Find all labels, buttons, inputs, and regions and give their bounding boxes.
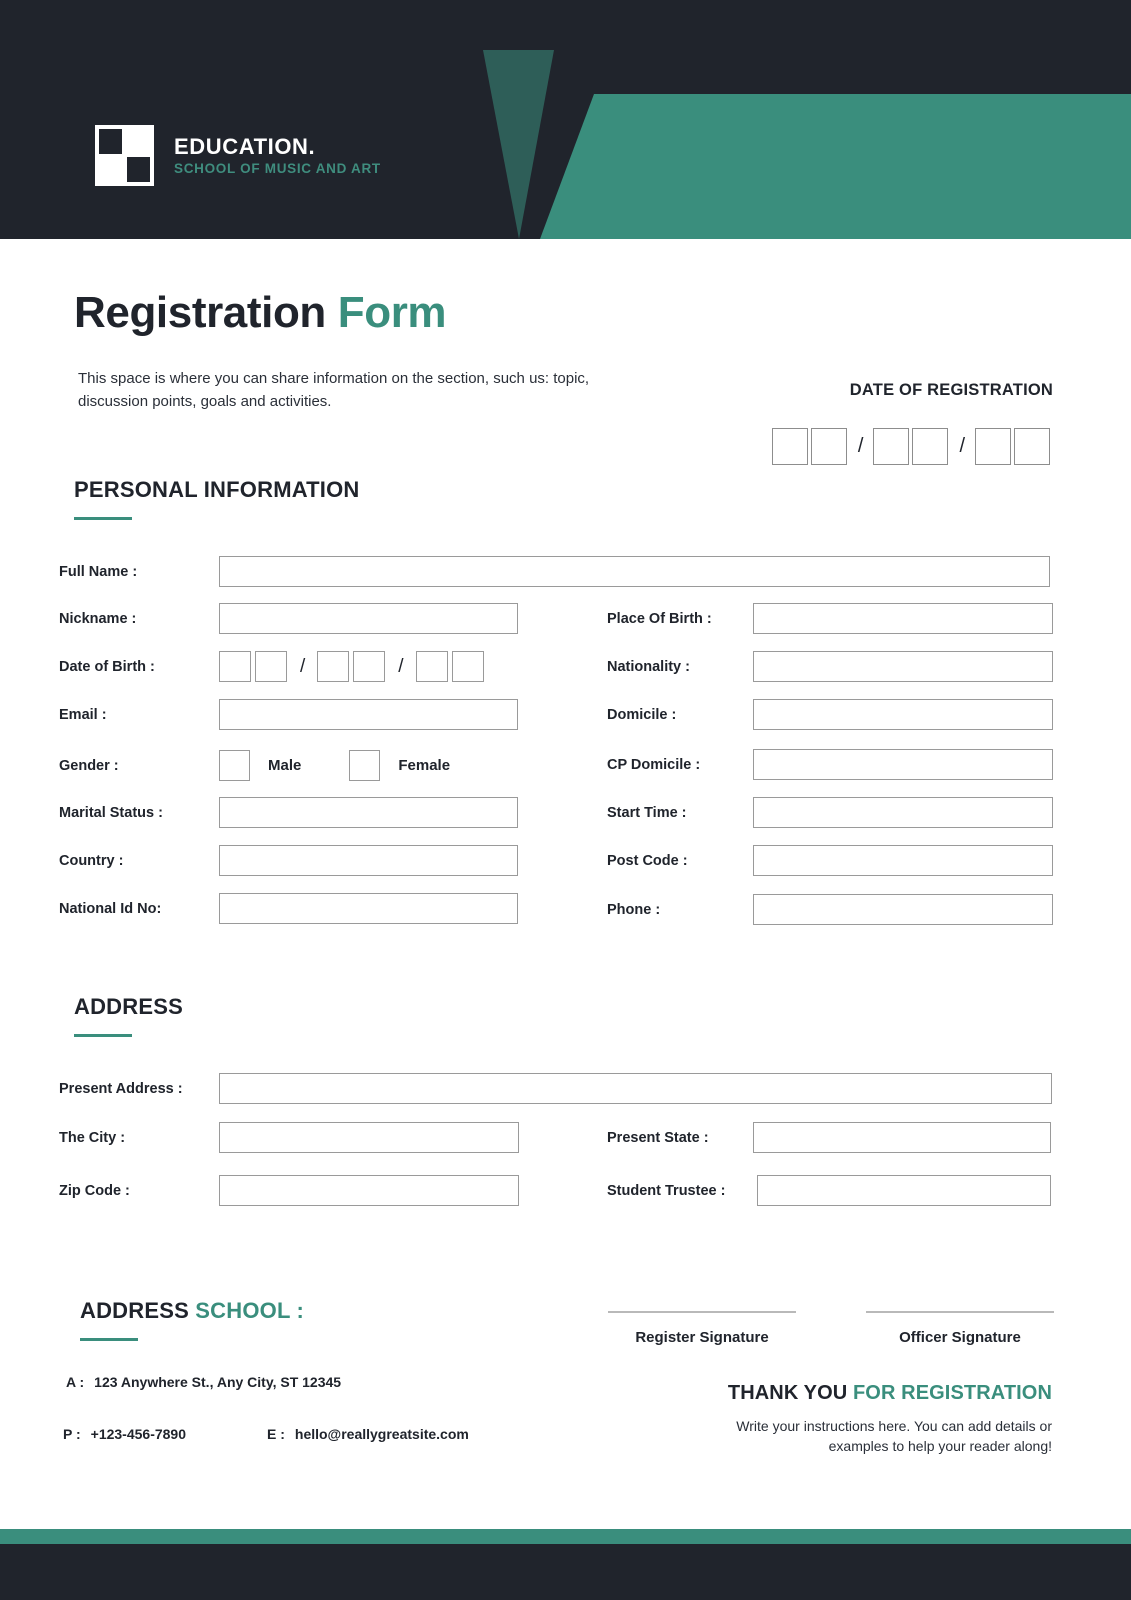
- input-start-time[interactable]: [753, 797, 1053, 828]
- input-cp-domicile[interactable]: [753, 749, 1053, 780]
- dob-separator-2: /: [398, 655, 404, 677]
- input-nationality[interactable]: [753, 651, 1053, 682]
- dor-day-box-2[interactable]: [811, 428, 847, 465]
- label-present-state: Present State :: [607, 1129, 709, 1146]
- label-phone: Phone :: [607, 901, 661, 918]
- school-address-tag: A :: [66, 1374, 85, 1390]
- field-row-nickname: [59, 603, 518, 634]
- signature-line-register[interactable]: [608, 1311, 796, 1313]
- dob-year-box-1[interactable]: [416, 651, 448, 682]
- label-place-of-birth: Place Of Birth :: [607, 610, 712, 627]
- input-country[interactable]: [219, 845, 518, 876]
- section-heading-address: [74, 994, 183, 1037]
- footer-dark-band: [0, 1544, 1131, 1600]
- checkbox-gender-male[interactable]: [219, 750, 250, 781]
- label-the-city: The City :: [59, 1129, 126, 1146]
- section-rule-personal: [74, 517, 132, 520]
- field-row-email: [59, 699, 518, 730]
- field-row-national-id: [59, 893, 518, 924]
- label-nationality: Nationality :: [607, 658, 690, 675]
- date-of-registration-label: DATE OF REGISTRATION: [849, 381, 1053, 399]
- thank-you-accent: FOR REGISTRATION: [852, 1382, 1052, 1404]
- school-email-tag: E :: [267, 1426, 285, 1442]
- dob-month-box-1[interactable]: [317, 651, 349, 682]
- field-row-the-city: [59, 1122, 519, 1153]
- label-gender: Gender :: [59, 757, 119, 774]
- field-row-place-of-birth: [607, 603, 1053, 634]
- field-row-student-trustee: [607, 1175, 1051, 1206]
- checkbox-gender-female[interactable]: [349, 750, 380, 781]
- label-present-address: Present Address :: [59, 1080, 183, 1097]
- thank-you-heading: [728, 1382, 1052, 1405]
- field-row-post-code: [607, 845, 1053, 876]
- dor-separator-2: /: [959, 435, 965, 457]
- input-present-address[interactable]: [219, 1073, 1052, 1104]
- label-gender-male: Male: [268, 757, 302, 774]
- dor-year-box-2[interactable]: [1014, 428, 1050, 465]
- field-row-date-of-birth: [59, 651, 488, 682]
- section-heading-address-school: [80, 1298, 304, 1341]
- label-marital-status: Marital Status :: [59, 804, 163, 821]
- label-email: Email :: [59, 706, 107, 723]
- page-header: [0, 0, 1131, 239]
- brand-subtitle: SCHOOL OF MUSIC AND ART: [174, 160, 381, 176]
- field-row-start-time: [607, 797, 1053, 828]
- footer-accent-band: [0, 1529, 1131, 1544]
- section-title-address-school-dark: ADDRESS: [80, 1298, 196, 1323]
- input-zip-code[interactable]: [219, 1175, 519, 1206]
- signature-label-officer: Officer Signature: [899, 1329, 1021, 1346]
- dor-day-box-1[interactable]: [772, 428, 808, 465]
- school-phone-value: +123-456-7890: [90, 1426, 187, 1442]
- input-email[interactable]: [219, 699, 518, 730]
- page-title-accent: Form: [337, 288, 447, 337]
- date-of-registration-input-group[interactable]: [772, 428, 1053, 465]
- input-student-trustee[interactable]: [757, 1175, 1051, 1206]
- label-nickname: Nickname :: [59, 610, 137, 627]
- section-rule-address-school: [80, 1338, 138, 1341]
- header-geometric-shapes: [0, 0, 1131, 239]
- label-student-trustee: Student Trustee :: [607, 1182, 726, 1199]
- section-rule-address: [74, 1034, 132, 1037]
- thank-you-note: Write your instructions here. You can add details or examples to help your reader along!: [736, 1418, 1052, 1455]
- field-row-country: [59, 845, 518, 876]
- input-domicile[interactable]: [753, 699, 1053, 730]
- school-email-value: hello@reallygreatsite.com: [294, 1426, 469, 1442]
- field-row-gender: [59, 750, 450, 781]
- brand-lockup: [95, 125, 381, 186]
- label-gender-female: Female: [398, 757, 451, 774]
- checkerboard-logo-icon: [95, 125, 154, 186]
- dor-year-box-1[interactable]: [975, 428, 1011, 465]
- dob-day-box-1[interactable]: [219, 651, 251, 682]
- field-row-phone: [607, 894, 1053, 925]
- input-place-of-birth[interactable]: [753, 603, 1053, 634]
- page-title: [74, 288, 447, 337]
- section-title-address: ADDRESS: [74, 994, 183, 1019]
- input-phone[interactable]: [753, 894, 1053, 925]
- input-marital-status[interactable]: [219, 797, 518, 828]
- signature-line-officer[interactable]: [866, 1311, 1054, 1313]
- section-title-personal: PERSONAL INFORMATION: [74, 477, 360, 502]
- input-national-id[interactable]: [219, 893, 518, 924]
- school-address-line: [66, 1374, 341, 1390]
- input-post-code[interactable]: [753, 845, 1053, 876]
- input-present-state[interactable]: [753, 1122, 1051, 1153]
- dor-month-box-2[interactable]: [912, 428, 948, 465]
- label-country: Country :: [59, 852, 124, 869]
- input-the-city[interactable]: [219, 1122, 519, 1153]
- school-phone-tag: P :: [63, 1426, 81, 1442]
- input-nickname[interactable]: [219, 603, 518, 634]
- dob-separator-1: /: [300, 655, 306, 677]
- dob-month-box-2[interactable]: [353, 651, 385, 682]
- field-row-marital-status: [59, 797, 518, 828]
- label-post-code: Post Code :: [607, 852, 688, 869]
- field-row-full-name: [59, 556, 1050, 587]
- label-date-of-birth: Date of Birth :: [59, 658, 155, 675]
- field-row-nationality: [607, 651, 1053, 682]
- dor-separator-1: /: [857, 435, 864, 457]
- field-row-domicile: [607, 699, 1053, 730]
- section-heading-personal-information: [74, 477, 360, 520]
- signature-label-register: Register Signature: [635, 1329, 769, 1346]
- thank-you-dark: THANK YOU: [727, 1382, 853, 1404]
- section-title-address-school: [80, 1298, 304, 1324]
- section-title-address-school-accent: SCHOOL :: [195, 1298, 305, 1323]
- school-address-value: 123 Anywhere St., Any City, ST 12345: [94, 1374, 342, 1390]
- field-row-present-address: [59, 1073, 1052, 1104]
- label-cp-domicile: CP Domicile :: [607, 756, 701, 773]
- field-row-present-state: [607, 1122, 1051, 1153]
- intro-paragraph: This space is where you can share information on the section, such us: topic, discussion points, goals and activities.: [78, 370, 590, 410]
- dob-year-box-2[interactable]: [452, 651, 484, 682]
- school-phone-line: [63, 1426, 186, 1442]
- brand-title: EDUCATION.: [174, 133, 316, 159]
- page-title-main: Registration: [74, 288, 338, 337]
- label-start-time: Start Time :: [607, 804, 687, 821]
- input-full-name[interactable]: [219, 556, 1050, 587]
- label-national-id: National Id No:: [59, 900, 162, 917]
- signature-officer: [866, 1311, 1054, 1346]
- field-row-zip-code: [59, 1175, 519, 1206]
- signature-register: [608, 1311, 796, 1346]
- label-domicile: Domicile :: [607, 706, 677, 723]
- field-row-cp-domicile: [607, 749, 1053, 780]
- dob-day-box-2[interactable]: [255, 651, 287, 682]
- school-email-line: [267, 1426, 469, 1442]
- label-zip-code: Zip Code :: [59, 1182, 130, 1199]
- label-full-name: Full Name :: [59, 563, 138, 580]
- dor-month-box-1[interactable]: [873, 428, 909, 465]
